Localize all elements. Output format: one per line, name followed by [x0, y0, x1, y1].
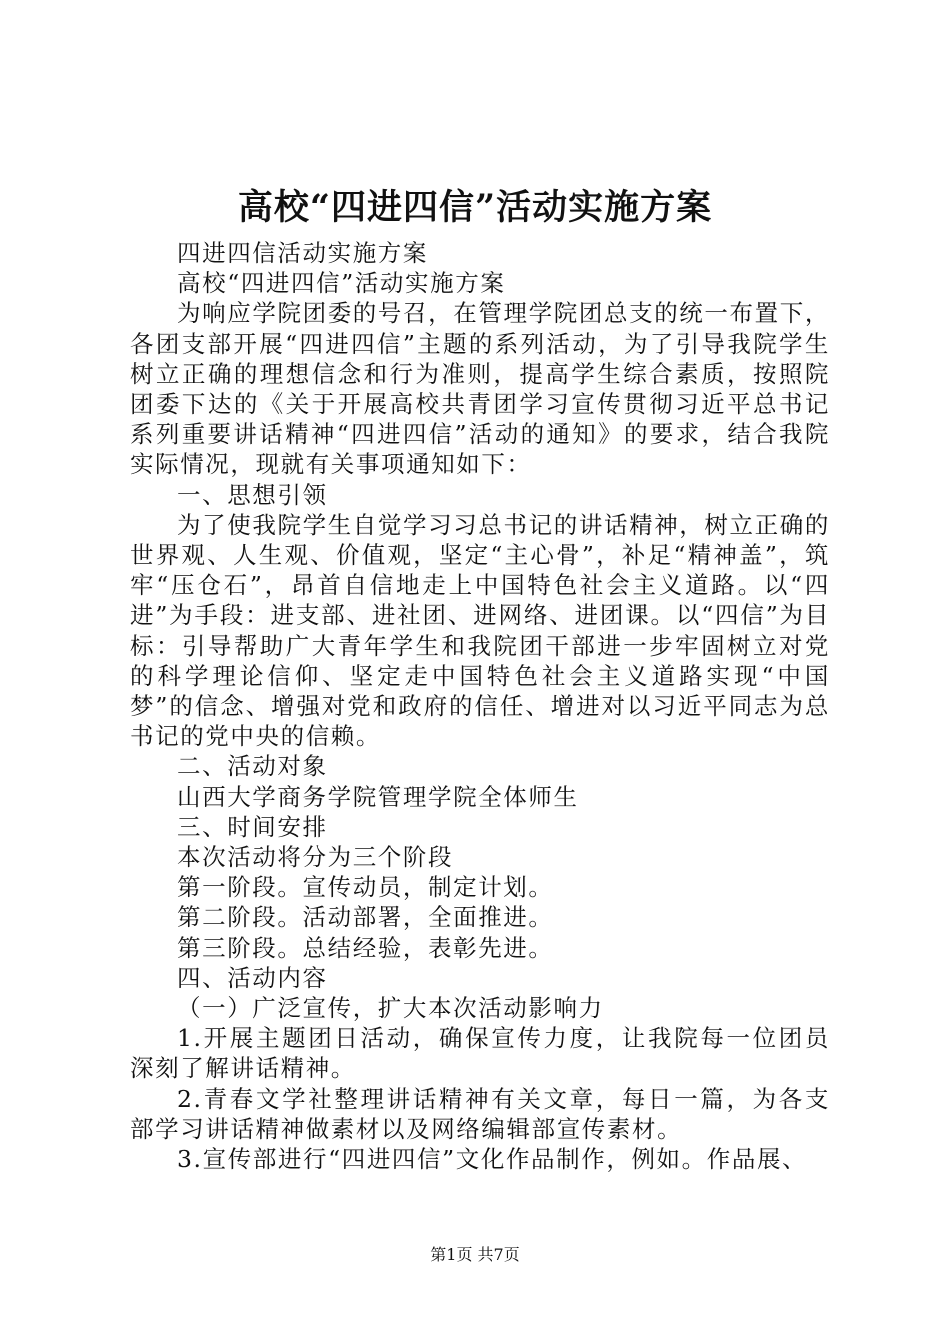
subsection-heading: （一）广泛宣传，扩大本次活动影响力 [177, 994, 604, 1023]
paragraph-intro: 为响应学院团委的号召，在管理学院团总支的统一布置下，各团支部开展“四进四信”主题的系列活动，为了引导我院学生树立正确的理想信念和行为准则，提高学生综合素质，按照院团委下达的《关于开展高校共青团学习宣传贯彻习近平总书记系列重要讲话精神“四进四信”活动的通知》的要求，结合我院实际情况，现就有关事项通知如下： [130, 299, 830, 479]
page-footer [0, 1244, 950, 1266]
document-title: 高校“四进四信”活动实施方案 [237, 187, 713, 228]
list-item: 2.青春文学社整理讲话精神有关文章，每日一篇，为各支部学习讲话精神做素材以及网络编辑部宣传素材。 [130, 1084, 830, 1143]
paragraph-subtitle: 四进四信活动实施方案 [177, 239, 428, 267]
paragraph-stage-two: 第二阶段。活动部署，全面推进。 [177, 903, 554, 932]
paragraph-target-audience: 山西大学商务学院管理学院全体师生 [177, 782, 579, 811]
paragraph-thought-guidance: 为了使我院学生自觉学习习总书记的讲话精神，树立正确的世界观、人生观、价值观，坚定“主心骨”，补足“精神盖”，筑牢“压仓石”，昂首自信地走上中国特色社会主义道路。以“四进”为手段：进支部、进社团、进网络、进团课。以“四信”为目标：引导帮助广大青年学生和我院团干部进一步牢固树立对党的科学理论信仰、坚定走中国特色社会主义道路实现“中国梦”的信念、增强对党和政府的信任、增进对以习近平同志为总书记的党中央的信赖。 [130, 510, 830, 751]
list-item: 3.宣传部进行“四进四信”文化作品制作，例如。作品展、 [177, 1145, 808, 1174]
section-heading: 三、时间安排 [177, 812, 328, 841]
list-item: 1.开展主题团日活动，确保宣传力度，让我院每一位团员深刻了解讲话精神。 [130, 1024, 830, 1083]
paragraph-stage-one: 第一阶段。宣传动员，制定计划。 [177, 873, 554, 902]
page-number: 第1页 共7页 [430, 1245, 520, 1264]
paragraph-subtitle-full: 高校“四进四信”活动实施方案 [177, 269, 506, 298]
section-heading: 二、活动对象 [177, 752, 328, 781]
section-heading: 四、活动内容 [177, 963, 328, 992]
document-body [130, 238, 830, 1174]
paragraph-schedule-intro: 本次活动将分为三个阶段 [177, 843, 454, 872]
section-heading: 一、思想引领 [177, 480, 328, 509]
paragraph-stage-three: 第三阶段。总结经验，表彰先进。 [177, 933, 554, 962]
